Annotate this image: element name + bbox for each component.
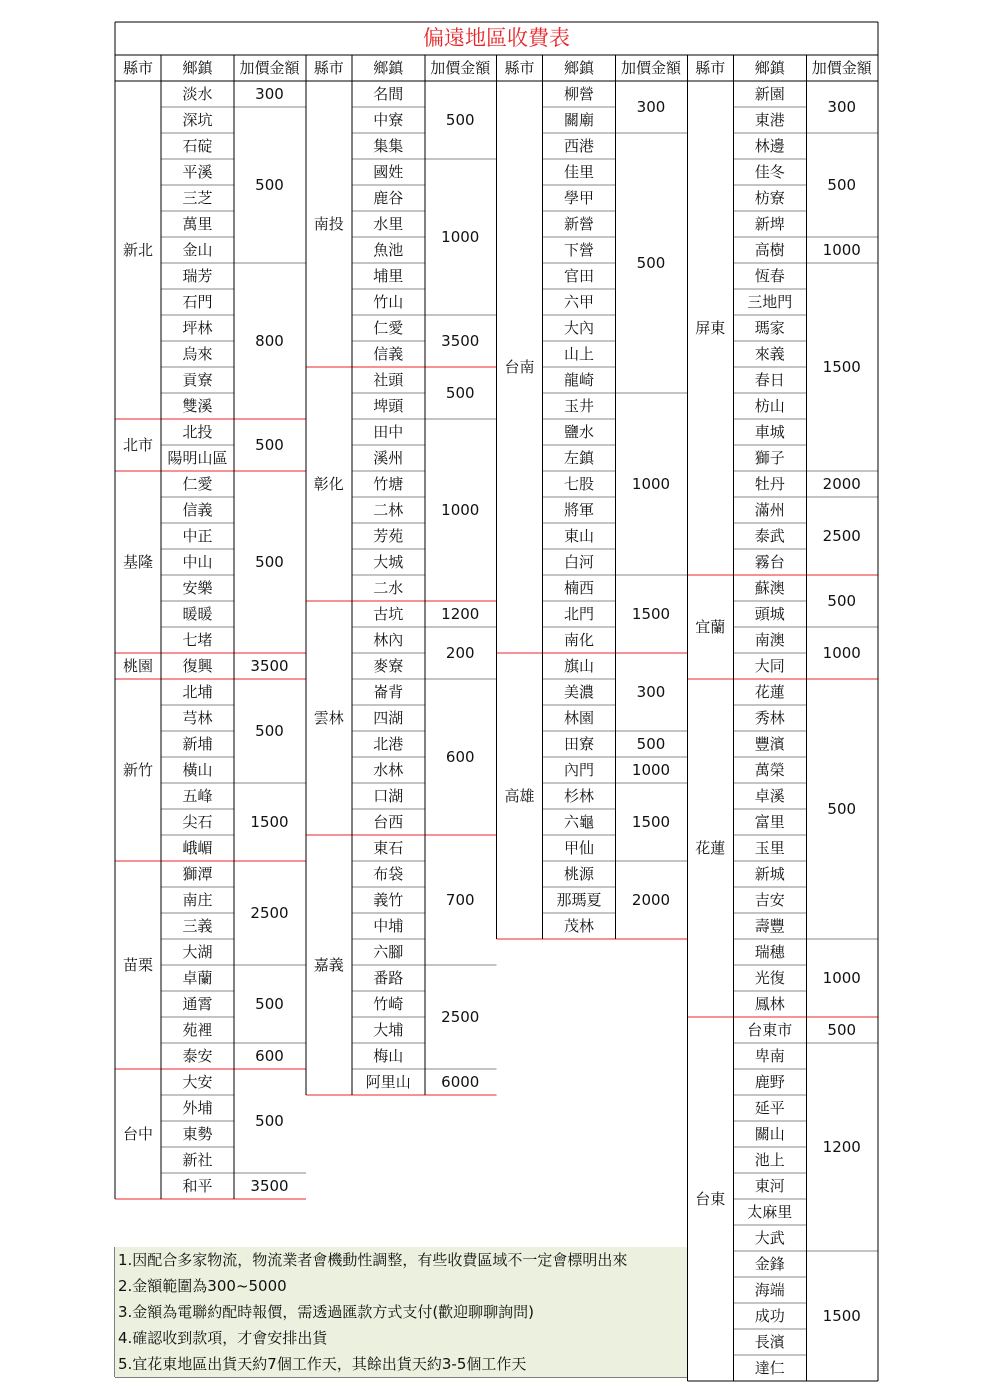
column-header: 鄉鎮: [373, 58, 404, 77]
county-cell: 新北: [122, 240, 153, 259]
town-cell: 七堵: [182, 630, 213, 649]
town-cell: 七股: [563, 474, 594, 493]
town-cell: 美濃: [563, 682, 594, 701]
town-cell: 卓蘭: [182, 968, 213, 987]
town-cell: 玉井: [563, 396, 594, 415]
amount-cell: 3500: [250, 656, 289, 675]
town-cell: 長濱: [754, 1332, 785, 1351]
town-cell: 學甲: [563, 188, 594, 207]
county-cell: 新竹: [122, 760, 153, 779]
town-cell: 東河: [754, 1176, 785, 1195]
town-cell: 峨嵋: [182, 838, 213, 857]
town-cell: 新社: [182, 1150, 213, 1169]
town-cell: 布袋: [373, 864, 404, 883]
town-cell: 瑞芳: [182, 266, 213, 285]
town-cell: 竹崎: [373, 994, 404, 1013]
county-cell: 台中: [122, 1124, 153, 1143]
town-cell: 六龜: [563, 812, 594, 831]
town-cell: 溪州: [373, 448, 404, 467]
town-cell: 麥寮: [373, 656, 404, 675]
column-header: 加價金額: [430, 58, 491, 77]
town-cell: 春日: [754, 370, 785, 389]
town-cell: 貢寮: [182, 370, 213, 389]
town-cell: 枋山: [754, 396, 785, 415]
county-cell: 屏東: [695, 318, 726, 337]
town-cell: 東港: [754, 110, 785, 129]
town-cell: 海端: [754, 1280, 785, 1299]
note-line: 3.金額為電聯約配時報價，需透過匯款方式支付(歡迎聊聊詢問): [115, 1299, 687, 1325]
town-cell: 崙背: [373, 682, 404, 701]
town-cell: 金鋒: [754, 1254, 785, 1273]
column-header: 縣市: [313, 58, 344, 77]
town-cell: 新埔: [182, 734, 213, 753]
town-cell: 安樂: [182, 578, 213, 597]
column-header: 加價金額: [811, 58, 872, 77]
town-cell: 仁愛: [182, 474, 213, 493]
town-cell: 五峰: [182, 786, 213, 805]
town-cell: 義竹: [373, 890, 404, 909]
amount-cell: 2500: [250, 903, 289, 922]
town-cell: 台東市: [747, 1020, 793, 1039]
town-cell: 平溪: [182, 162, 213, 181]
town-cell: 梅山: [373, 1046, 404, 1065]
town-cell: 雙溪: [182, 396, 213, 415]
town-cell: 獅子: [754, 448, 785, 467]
amount-cell: 1500: [631, 812, 671, 831]
town-cell: 田中: [373, 422, 404, 441]
town-cell: 泰安: [182, 1046, 213, 1065]
town-cell: 下營: [563, 240, 594, 259]
amount-cell: 500: [445, 110, 475, 129]
amount-cell: 2500: [822, 526, 861, 545]
town-cell: 壽豐: [754, 916, 785, 935]
county-cell: 南投: [313, 214, 344, 233]
amount-cell: 500: [827, 799, 857, 818]
column-header: 加價金額: [239, 58, 300, 77]
town-cell: 新埤: [754, 214, 785, 233]
town-cell: 獅潭: [182, 864, 213, 883]
town-cell: 內門: [563, 760, 594, 779]
county-cell: 台東: [695, 1189, 726, 1208]
town-cell: 通霄: [182, 994, 213, 1013]
town-cell: 杉林: [563, 786, 594, 805]
column-header: 縣市: [122, 58, 153, 77]
column-header: 加價金額: [620, 58, 681, 77]
town-cell: 卓溪: [754, 786, 785, 805]
town-cell: 大武: [754, 1228, 785, 1247]
town-cell: 吉安: [754, 890, 785, 909]
note-line: 5.宜花東地區出貨天約7個工作天，其餘出貨天約3-5個工作天: [115, 1351, 687, 1377]
town-cell: 佳冬: [754, 162, 785, 181]
town-cell: 南化: [563, 630, 594, 649]
amount-cell: 200: [445, 643, 475, 662]
town-cell: 社頭: [373, 370, 404, 389]
town-cell: 石碇: [182, 136, 213, 155]
town-cell: 深坑: [182, 110, 213, 129]
town-cell: 泰武: [754, 526, 785, 545]
town-cell: 那瑪夏: [556, 890, 602, 909]
town-cell: 大埔: [373, 1020, 404, 1039]
town-cell: 瑞穗: [754, 942, 785, 961]
town-cell: 萬里: [182, 214, 213, 233]
town-cell: 竹塘: [373, 474, 404, 493]
town-cell: 南庄: [182, 890, 213, 909]
town-cell: 太麻里: [747, 1202, 793, 1221]
town-cell: 坪林: [182, 318, 213, 337]
town-cell: 山上: [563, 344, 594, 363]
town-cell: 南澳: [754, 630, 785, 649]
amount-cell: 1500: [250, 812, 289, 831]
county-cell: 花蓮: [695, 838, 726, 857]
town-cell: 集集: [373, 136, 404, 155]
amount-cell: 1000: [822, 643, 861, 662]
amount-cell: 2000: [631, 890, 671, 909]
town-cell: 暖暖: [182, 604, 213, 623]
amount-cell: 800: [255, 331, 284, 350]
town-cell: 新營: [563, 214, 594, 233]
amount-cell: 500: [827, 1020, 857, 1039]
town-cell: 西港: [563, 136, 594, 155]
town-cell: 大同: [754, 656, 785, 675]
town-cell: 尖石: [182, 812, 213, 831]
town-cell: 枋寮: [754, 188, 785, 207]
town-cell: 來義: [754, 344, 785, 363]
town-cell: 東勢: [182, 1124, 213, 1143]
town-cell: 水里: [373, 214, 404, 233]
town-cell: 頭城: [754, 604, 785, 623]
amount-cell: 300: [827, 97, 857, 116]
town-cell: 延平: [754, 1098, 785, 1117]
town-cell: 田寮: [563, 734, 594, 753]
town-cell: 成功: [754, 1306, 785, 1325]
amount-cell: 500: [636, 253, 666, 272]
town-cell: 池上: [754, 1150, 785, 1169]
town-cell: 陽明山區: [167, 448, 228, 467]
note-line: 2.金額範圍為300~5000: [115, 1273, 687, 1299]
town-cell: 達仁: [754, 1358, 785, 1377]
town-cell: 霧台: [754, 552, 785, 571]
column-header: 鄉鎮: [182, 58, 213, 77]
town-cell: 卑南: [754, 1046, 785, 1065]
town-cell: 北港: [373, 734, 404, 753]
town-cell: 名間: [373, 84, 404, 103]
amount-cell: 1500: [631, 604, 671, 623]
town-cell: 關廟: [563, 110, 594, 129]
town-cell: 石門: [182, 292, 213, 311]
town-cell: 四湖: [373, 708, 404, 727]
town-cell: 玉里: [754, 838, 785, 857]
amount-cell: 300: [636, 682, 666, 701]
amount-cell: 1000: [631, 474, 671, 493]
town-cell: 甲仙: [563, 838, 594, 857]
amount-cell: 2000: [822, 474, 861, 493]
town-cell: 水林: [373, 760, 404, 779]
town-cell: 國姓: [373, 162, 404, 181]
town-cell: 苑裡: [182, 1020, 213, 1039]
fee-table-sheet: [115, 22, 878, 1377]
town-cell: 龍崎: [563, 370, 594, 389]
town-cell: 柳營: [563, 84, 594, 103]
county-cell: 苗栗: [122, 955, 153, 974]
town-cell: 和平: [182, 1176, 213, 1195]
county-cell: 基隆: [122, 552, 153, 571]
town-cell: 豐濱: [754, 734, 785, 753]
county-cell: 桃園: [122, 656, 153, 675]
town-cell: 東石: [373, 838, 404, 857]
table-title: 偏遠地區收費表: [423, 26, 570, 50]
town-cell: 鹽水: [563, 422, 594, 441]
town-cell: 芳苑: [373, 526, 404, 545]
amount-cell: 1000: [441, 227, 480, 246]
town-cell: 光復: [754, 968, 785, 987]
amount-cell: 500: [255, 1111, 284, 1130]
town-cell: 左鎮: [563, 448, 594, 467]
amount-cell: 1200: [441, 604, 480, 623]
county-cell: 宜蘭: [695, 617, 726, 636]
town-cell: 三地門: [747, 292, 793, 311]
town-cell: 二林: [373, 500, 404, 519]
town-cell: 外埔: [182, 1098, 213, 1117]
amount-cell: 600: [445, 747, 475, 766]
town-cell: 中埔: [373, 916, 404, 935]
town-cell: 白河: [563, 552, 594, 571]
amount-cell: 500: [255, 552, 284, 571]
town-cell: 林內: [373, 630, 404, 649]
town-cell: 鹿野: [754, 1072, 785, 1091]
town-cell: 秀林: [754, 708, 785, 727]
amount-cell: 500: [445, 383, 475, 402]
amount-cell: 500: [827, 175, 857, 194]
town-cell: 信義: [182, 500, 213, 519]
amount-cell: 1000: [822, 240, 861, 259]
town-cell: 金山: [182, 240, 213, 259]
town-cell: 復興: [182, 656, 213, 675]
county-cell: 北市: [122, 435, 153, 454]
town-cell: 中寮: [373, 110, 404, 129]
town-cell: 旗山: [563, 656, 594, 675]
town-cell: 三義: [182, 916, 213, 935]
town-cell: 番路: [373, 968, 404, 987]
town-cell: 魚池: [373, 240, 404, 259]
town-cell: 車城: [754, 422, 785, 441]
amount-cell: 1500: [822, 357, 861, 376]
amount-cell: 500: [827, 591, 857, 610]
note-line: 4.確認收到款項，才會安排出貨: [115, 1325, 687, 1351]
town-cell: 新城: [754, 864, 785, 883]
town-cell: 官田: [563, 266, 594, 285]
town-cell: 信義: [373, 344, 404, 363]
town-cell: 恆春: [754, 266, 785, 285]
town-cell: 三芝: [182, 188, 213, 207]
amount-cell: 300: [636, 97, 666, 116]
amount-cell: 1000: [822, 968, 861, 987]
amount-cell: 2500: [441, 1007, 480, 1026]
town-cell: 淡水: [182, 84, 213, 103]
town-cell: 台西: [373, 812, 404, 831]
town-cell: 富里: [754, 812, 785, 831]
town-cell: 新園: [754, 84, 785, 103]
town-cell: 牡丹: [754, 474, 785, 493]
county-cell: 台南: [504, 357, 535, 376]
town-cell: 桃源: [563, 864, 594, 883]
town-cell: 林邊: [754, 136, 785, 155]
town-cell: 中正: [182, 526, 213, 545]
town-cell: 六甲: [563, 292, 594, 311]
town-cell: 北埔: [182, 682, 213, 701]
amount-cell: 600: [255, 1046, 284, 1065]
town-cell: 將軍: [563, 500, 594, 519]
town-cell: 二水: [373, 578, 404, 597]
town-cell: 烏來: [182, 344, 213, 363]
town-cell: 滿州: [754, 500, 785, 519]
town-cell: 楠西: [563, 578, 594, 597]
town-cell: 高樹: [754, 240, 785, 259]
column-header: 鄉鎮: [563, 58, 594, 77]
town-cell: 鳳林: [754, 994, 785, 1013]
amount-cell: 300: [255, 84, 284, 103]
amount-cell: 1000: [631, 760, 671, 779]
town-cell: 佳里: [563, 162, 594, 181]
town-cell: 竹山: [373, 292, 404, 311]
amount-cell: 1500: [822, 1306, 861, 1325]
town-cell: 大內: [563, 318, 594, 337]
note-line: 1.因配合多家物流，物流業者會機動性調整，有些收費區域不一定會標明出來: [115, 1247, 687, 1273]
amount-cell: 700: [445, 890, 475, 909]
town-cell: 仁愛: [373, 318, 404, 337]
amount-cell: 1200: [822, 1137, 861, 1156]
amount-cell: 500: [255, 721, 284, 740]
town-cell: 六腳: [373, 942, 404, 961]
town-cell: 蘇澳: [754, 578, 785, 597]
town-cell: 中山: [182, 552, 213, 571]
town-cell: 關山: [754, 1124, 785, 1143]
amount-cell: 3500: [250, 1176, 289, 1195]
town-cell: 埔里: [373, 266, 404, 285]
amount-cell: 1000: [441, 500, 480, 519]
town-cell: 口湖: [373, 786, 404, 805]
amount-cell: 500: [255, 175, 284, 194]
town-cell: 鹿谷: [373, 188, 404, 207]
town-cell: 北門: [563, 604, 594, 623]
column-header: 縣市: [504, 58, 535, 77]
town-cell: 大湖: [182, 942, 213, 961]
town-cell: 北投: [182, 422, 213, 441]
town-cell: 埤頭: [373, 396, 404, 415]
column-header: 鄉鎮: [754, 58, 785, 77]
town-cell: 林園: [563, 708, 594, 727]
town-cell: 東山: [563, 526, 594, 545]
town-cell: 茂林: [563, 916, 594, 935]
town-cell: 古坑: [373, 604, 404, 623]
amount-cell: 6000: [441, 1072, 480, 1091]
town-cell: 阿里山: [365, 1072, 411, 1091]
column-header: 縣市: [695, 58, 726, 77]
town-cell: 大城: [373, 552, 404, 571]
county-cell: 彰化: [313, 474, 344, 493]
town-cell: 萬榮: [754, 760, 785, 779]
amount-cell: 500: [255, 435, 284, 454]
town-cell: 瑪家: [754, 318, 785, 337]
amount-cell: 3500: [441, 331, 480, 350]
town-cell: 花蓮: [754, 682, 785, 701]
amount-cell: 500: [636, 734, 666, 753]
town-cell: 大安: [182, 1072, 213, 1091]
county-cell: 高雄: [504, 786, 535, 805]
town-cell: 橫山: [182, 760, 213, 779]
county-cell: 雲林: [313, 708, 344, 727]
county-cell: 嘉義: [313, 955, 344, 974]
amount-cell: 500: [255, 994, 284, 1013]
town-cell: 芎林: [182, 708, 213, 727]
